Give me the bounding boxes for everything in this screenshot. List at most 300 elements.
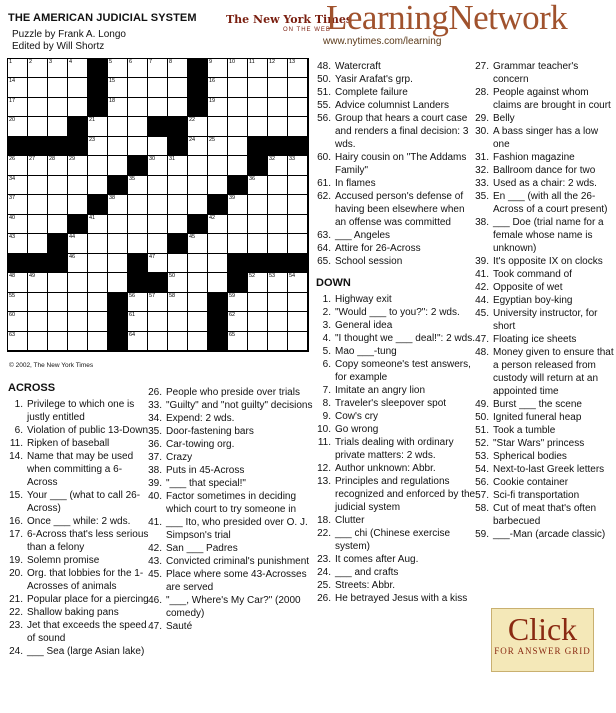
grid-cell[interactable] xyxy=(288,332,308,351)
clue-number: 23. xyxy=(9,620,23,631)
grid-black-square xyxy=(8,254,28,273)
grid-cell[interactable] xyxy=(268,332,288,351)
grid-cell[interactable] xyxy=(228,59,248,78)
grid-cell[interactable] xyxy=(228,117,248,137)
grid-cell[interactable] xyxy=(88,254,108,273)
grid-cell[interactable] xyxy=(108,195,128,215)
grid-cell[interactable] xyxy=(248,273,268,293)
clue-text: "Guilty" and "not guilty" decisions xyxy=(166,400,313,411)
grid-cell[interactable] xyxy=(288,273,308,293)
clue-text: ___ chi (Chinese exercise system) xyxy=(335,528,451,552)
grid-cell-number: 31 xyxy=(169,156,176,162)
grid-cell[interactable] xyxy=(268,117,288,137)
clue-text: Shallow baking pans xyxy=(27,607,119,618)
grid-cell[interactable] xyxy=(268,215,288,234)
grid-cell[interactable] xyxy=(148,98,168,117)
grid-cell[interactable] xyxy=(268,195,288,215)
grid-cell-number: 33 xyxy=(289,156,296,162)
grid-cell[interactable] xyxy=(188,254,208,273)
clue-text: "Star Wars" princess xyxy=(493,438,585,449)
grid-cell[interactable] xyxy=(188,273,208,293)
grid-cell[interactable] xyxy=(128,332,148,351)
grid-cell[interactable] xyxy=(248,293,268,312)
grid-black-square xyxy=(68,137,88,156)
grid-cell[interactable] xyxy=(188,137,208,156)
grid-cell[interactable] xyxy=(48,78,68,98)
grid-cell[interactable] xyxy=(288,293,308,312)
clue-text: Cow's cry xyxy=(335,411,379,422)
grid-cell[interactable] xyxy=(288,195,308,215)
grid-cell[interactable] xyxy=(148,59,168,78)
grid-cell[interactable] xyxy=(128,78,148,98)
grid-cell[interactable] xyxy=(108,254,128,273)
clue-number: 19. xyxy=(9,555,23,566)
grid-cell[interactable] xyxy=(188,117,208,137)
grid-cell[interactable] xyxy=(268,59,288,78)
clue-item xyxy=(474,294,614,307)
clue-item xyxy=(147,568,317,594)
grid-cell[interactable] xyxy=(28,156,48,176)
grid-cell[interactable] xyxy=(148,176,168,195)
clue-number: 3. xyxy=(322,320,331,331)
grid-cell[interactable] xyxy=(68,78,88,98)
grid-cell[interactable] xyxy=(228,156,248,176)
grid-cell-number: 48 xyxy=(9,273,16,279)
grid-cell[interactable] xyxy=(228,195,248,215)
grid-cell[interactable] xyxy=(48,176,68,195)
clue-text: Copy someone's test answers, for example xyxy=(335,359,471,383)
clue-text: Author unknown: Abbr. xyxy=(335,463,436,474)
grid-cell[interactable] xyxy=(168,312,188,332)
grid-cell-number: 21 xyxy=(89,117,96,123)
grid-cell[interactable] xyxy=(208,156,228,176)
clue-number: 38. xyxy=(148,465,162,476)
clue-text: Sci-fi transportation xyxy=(493,490,580,501)
grid-cell[interactable] xyxy=(8,176,28,195)
grid-cell[interactable] xyxy=(168,332,188,351)
clue-number: 13. xyxy=(317,476,331,487)
grid-cell[interactable] xyxy=(288,234,308,254)
grid-cell[interactable] xyxy=(68,332,88,351)
grid-cell-number: 24 xyxy=(189,137,196,143)
grid-cell[interactable] xyxy=(128,234,148,254)
grid-cell[interactable] xyxy=(128,215,148,234)
grid-cell[interactable] xyxy=(288,78,308,98)
grid-cell[interactable] xyxy=(48,156,68,176)
clue-item xyxy=(316,177,476,190)
grid-cell[interactable] xyxy=(228,137,248,156)
clue-text: Popular place for a piercing xyxy=(27,594,149,605)
clue-item xyxy=(8,554,149,567)
grid-cell[interactable] xyxy=(268,293,288,312)
grid-cell[interactable] xyxy=(168,215,188,234)
site-url[interactable]: www.nytimes.com/learning xyxy=(323,36,442,47)
grid-cell[interactable] xyxy=(268,312,288,332)
grid-cell[interactable] xyxy=(128,195,148,215)
clue-item xyxy=(316,190,476,229)
grid-cell[interactable] xyxy=(248,195,268,215)
grid-cell[interactable] xyxy=(188,293,208,312)
grid-cell-number: 13 xyxy=(289,59,296,65)
grid-cell[interactable] xyxy=(88,215,108,234)
clue-text: Accused person's defense of having been elsewhere when an offense was committed xyxy=(335,191,465,228)
clue-number: 39. xyxy=(148,478,162,489)
clue-number: 14. xyxy=(9,451,23,462)
grid-cell[interactable] xyxy=(108,78,128,98)
clue-item xyxy=(474,125,614,151)
grid-cell[interactable] xyxy=(8,234,28,254)
grid-black-square xyxy=(228,176,248,195)
grid-cell[interactable] xyxy=(68,156,88,176)
grid-cell[interactable] xyxy=(208,215,228,234)
clue-number: 58. xyxy=(475,503,489,514)
grid-cell[interactable] xyxy=(48,59,68,78)
grid-cell[interactable] xyxy=(248,176,268,195)
grid-cell[interactable] xyxy=(128,137,148,156)
grid-cell[interactable] xyxy=(248,98,268,117)
grid-cell[interactable] xyxy=(288,98,308,117)
grid-cell[interactable] xyxy=(28,117,48,137)
clue-item xyxy=(474,190,614,216)
clue-text: Opposite of wet xyxy=(493,282,563,293)
grid-black-square xyxy=(228,273,248,293)
grid-cell[interactable] xyxy=(168,254,188,273)
grid-cell[interactable] xyxy=(8,78,28,98)
grid-cell[interactable] xyxy=(8,273,28,293)
grid-cell[interactable] xyxy=(108,234,128,254)
grid-cell[interactable] xyxy=(68,176,88,195)
grid-cell[interactable] xyxy=(88,332,108,351)
grid-cell[interactable] xyxy=(288,176,308,195)
clue-item xyxy=(474,489,614,502)
clue-text: Violation of public 13-Down xyxy=(27,425,149,436)
grid-cell[interactable] xyxy=(268,98,288,117)
clue-number: 50. xyxy=(317,74,331,85)
clue-item xyxy=(147,438,317,451)
grid-cell[interactable] xyxy=(248,312,268,332)
grid-cell[interactable] xyxy=(8,117,28,137)
grid-cell[interactable] xyxy=(108,273,128,293)
grid-black-square xyxy=(288,137,308,156)
grid-cell-number: 42 xyxy=(209,215,216,221)
clue-text: Took command of xyxy=(493,269,572,280)
clue-item xyxy=(474,216,614,255)
grid-black-square xyxy=(168,234,188,254)
grid-cell[interactable] xyxy=(28,312,48,332)
grid-cell[interactable] xyxy=(48,312,68,332)
grid-cell[interactable] xyxy=(268,234,288,254)
grid-cell[interactable] xyxy=(168,195,188,215)
grid-cell[interactable] xyxy=(148,332,168,351)
nyt-logo[interactable]: The New York Times xyxy=(226,13,353,26)
grid-cell[interactable] xyxy=(128,98,148,117)
clue-item xyxy=(316,410,476,423)
grid-cell-number: 18 xyxy=(109,98,116,104)
clue-number: 46. xyxy=(148,595,162,606)
grid-cell[interactable] xyxy=(108,98,128,117)
grid-cell-number: 29 xyxy=(69,156,76,162)
grid-cell[interactable] xyxy=(208,176,228,195)
grid-cell[interactable] xyxy=(148,293,168,312)
grid-cell[interactable] xyxy=(168,78,188,98)
clue-text: Mao ___-tung xyxy=(335,346,397,357)
grid-cell[interactable] xyxy=(228,215,248,234)
grid-cell[interactable] xyxy=(48,273,68,293)
grid-cell[interactable] xyxy=(208,234,228,254)
clue-item xyxy=(147,516,317,542)
grid-cell[interactable] xyxy=(168,59,188,78)
grid-cell[interactable] xyxy=(28,176,48,195)
grid-cell[interactable] xyxy=(108,117,128,137)
grid-cell[interactable] xyxy=(228,98,248,117)
grid-cell[interactable] xyxy=(8,59,28,78)
across-clues-col3 xyxy=(316,60,476,605)
grid-cell[interactable] xyxy=(248,215,268,234)
grid-black-square xyxy=(8,137,28,156)
grid-cell[interactable] xyxy=(88,176,108,195)
clue-number: 38. xyxy=(475,217,489,228)
grid-cell[interactable] xyxy=(248,117,268,137)
clue-text: In flames xyxy=(335,178,376,189)
grid-cell[interactable] xyxy=(168,156,188,176)
grid-cell[interactable] xyxy=(248,78,268,98)
clue-text: "Would ___ to you?": 2 wds. xyxy=(335,307,460,318)
grid-cell[interactable] xyxy=(108,215,128,234)
grid-cell[interactable] xyxy=(68,195,88,215)
grid-cell-number: 4 xyxy=(69,59,73,65)
clue-number: 43. xyxy=(148,556,162,567)
grid-cell[interactable] xyxy=(148,78,168,98)
clue-text: "___, Where's My Car?" (2000 comedy) xyxy=(166,595,301,619)
clue-text: Ripken of baseball xyxy=(27,438,110,449)
grid-cell[interactable] xyxy=(188,176,208,195)
grid-cell[interactable] xyxy=(268,273,288,293)
grid-cell[interactable] xyxy=(208,59,228,78)
grid-cell[interactable] xyxy=(8,156,28,176)
grid-cell[interactable] xyxy=(28,78,48,98)
grid-cell[interactable] xyxy=(68,273,88,293)
grid-cell[interactable] xyxy=(148,312,168,332)
grid-cell[interactable] xyxy=(188,332,208,351)
clue-number: 61. xyxy=(317,178,331,189)
clue-item xyxy=(316,293,476,306)
clue-text: Next-to-last Greek letters xyxy=(493,464,605,475)
grid-cell[interactable] xyxy=(88,156,108,176)
grid-cell[interactable] xyxy=(248,332,268,351)
grid-cell[interactable] xyxy=(48,117,68,137)
clue-number: 24. xyxy=(9,646,23,657)
grid-cell[interactable] xyxy=(8,332,28,351)
clue-text: Grammar teacher's concern xyxy=(493,61,579,85)
grid-cell-number: 35 xyxy=(129,176,136,182)
grid-cell[interactable] xyxy=(228,293,248,312)
grid-cell[interactable] xyxy=(168,98,188,117)
grid-cell[interactable] xyxy=(108,156,128,176)
grid-cell[interactable] xyxy=(208,137,228,156)
clue-item xyxy=(316,462,476,475)
grid-cell[interactable] xyxy=(88,234,108,254)
clue-item xyxy=(474,60,614,86)
clue-text: Clutter xyxy=(335,515,365,526)
grid-cell[interactable] xyxy=(228,312,248,332)
grid-cell[interactable] xyxy=(8,312,28,332)
grid-cell[interactable] xyxy=(208,98,228,117)
clue-item xyxy=(8,515,149,528)
clue-number: 51. xyxy=(475,425,489,436)
grid-black-square xyxy=(28,137,48,156)
grid-cell[interactable] xyxy=(208,78,228,98)
grid-cell[interactable] xyxy=(28,215,48,234)
grid-cell[interactable] xyxy=(48,332,68,351)
grid-black-square xyxy=(28,254,48,273)
grid-cell[interactable] xyxy=(88,293,108,312)
grid-black-square xyxy=(228,254,248,273)
grid-cell-number: 55 xyxy=(9,293,16,299)
grid-cell[interactable] xyxy=(8,195,28,215)
clue-text: Watercraft xyxy=(335,61,381,72)
grid-cell[interactable] xyxy=(228,234,248,254)
grid-black-square xyxy=(268,254,288,273)
grid-cell[interactable] xyxy=(128,312,148,332)
grid-black-square xyxy=(88,195,108,215)
learning-network-logo[interactable]: LearningNetwork xyxy=(326,0,568,37)
grid-cell[interactable] xyxy=(188,156,208,176)
clue-text: People who preside over trials xyxy=(166,387,300,398)
clue-item xyxy=(316,229,476,242)
grid-cell[interactable] xyxy=(48,195,68,215)
grid-cell[interactable] xyxy=(208,254,228,273)
grid-cell[interactable] xyxy=(288,59,308,78)
grid-cell-number: 14 xyxy=(9,78,16,84)
grid-cell-number: 52 xyxy=(249,273,256,279)
grid-cell-number: 53 xyxy=(269,273,276,279)
grid-cell[interactable] xyxy=(248,59,268,78)
clue-item xyxy=(147,451,317,464)
grid-cell[interactable] xyxy=(208,273,228,293)
grid-cell[interactable] xyxy=(68,254,88,273)
grid-cell[interactable] xyxy=(188,195,208,215)
clue-text: Your ___ (what to call 26-Across) xyxy=(27,490,141,514)
grid-cell[interactable] xyxy=(148,156,168,176)
grid-cell-number: 25 xyxy=(209,137,216,143)
grid-cell[interactable] xyxy=(268,78,288,98)
grid-cell[interactable] xyxy=(288,156,308,176)
grid-black-square xyxy=(88,98,108,117)
grid-cell[interactable] xyxy=(28,59,48,78)
clue-item xyxy=(474,528,614,541)
clue-item xyxy=(316,358,476,384)
grid-cell[interactable] xyxy=(28,273,48,293)
grid-cell[interactable] xyxy=(88,312,108,332)
grid-cell[interactable] xyxy=(88,137,108,156)
grid-cell[interactable] xyxy=(8,215,28,234)
grid-cell[interactable] xyxy=(148,195,168,215)
grid-cell-number: 61 xyxy=(129,312,136,318)
grid-cell-number: 49 xyxy=(29,273,36,279)
grid-cell[interactable] xyxy=(188,234,208,254)
grid-cell[interactable] xyxy=(208,117,228,137)
clue-text: Burst ___ the scene xyxy=(493,399,582,410)
grid-cell-number: 6 xyxy=(129,59,133,65)
grid-cell[interactable] xyxy=(148,234,168,254)
grid-cell-number: 26 xyxy=(9,156,16,162)
grid-cell[interactable] xyxy=(48,215,68,234)
clue-item xyxy=(147,386,317,399)
clue-item xyxy=(147,412,317,425)
grid-cell[interactable] xyxy=(248,234,268,254)
grid-black-square xyxy=(248,137,268,156)
clue-number: 26. xyxy=(317,593,331,604)
grid-cell-number: 65 xyxy=(229,332,236,338)
clue-item xyxy=(316,332,476,345)
grid-cell[interactable] xyxy=(28,234,48,254)
grid-cell[interactable] xyxy=(268,156,288,176)
clue-item xyxy=(316,397,476,410)
clue-number: 45. xyxy=(475,308,489,319)
grid-cell[interactable] xyxy=(148,137,168,156)
grid-cell[interactable] xyxy=(128,293,148,312)
clue-text: "___ that special!" xyxy=(166,478,246,489)
clue-text: Ballroom dance for two xyxy=(493,165,596,176)
grid-cell[interactable] xyxy=(168,293,188,312)
clue-item xyxy=(316,514,476,527)
grid-cell[interactable] xyxy=(288,215,308,234)
grid-cell[interactable] xyxy=(128,176,148,195)
grid-cell[interactable] xyxy=(168,176,188,195)
grid-cell-number: 57 xyxy=(149,293,156,299)
grid-black-square xyxy=(48,234,68,254)
grid-cell[interactable] xyxy=(28,195,48,215)
grid-cell[interactable] xyxy=(8,98,28,117)
grid-black-square xyxy=(268,137,288,156)
grid-cell[interactable] xyxy=(88,117,108,137)
grid-cell[interactable] xyxy=(88,273,108,293)
grid-cell[interactable] xyxy=(148,215,168,234)
grid-cell[interactable] xyxy=(68,98,88,117)
clue-number: 55. xyxy=(317,100,331,111)
clue-text: Solemn promise xyxy=(27,555,100,566)
grid-cell[interactable] xyxy=(28,332,48,351)
grid-cell[interactable] xyxy=(228,78,248,98)
grid-cell[interactable] xyxy=(148,254,168,273)
grid-cell[interactable] xyxy=(68,59,88,78)
grid-cell[interactable] xyxy=(28,293,48,312)
clue-number: 15. xyxy=(9,490,23,501)
grid-cell[interactable] xyxy=(68,293,88,312)
grid-cell[interactable] xyxy=(28,98,48,117)
clue-text: Convicted criminal's punishment xyxy=(166,556,310,567)
grid-cell[interactable] xyxy=(68,234,88,254)
grid-cell[interactable] xyxy=(268,176,288,195)
clue-text: Privilege to which one is justly entitled xyxy=(27,399,135,423)
grid-cell[interactable] xyxy=(288,117,308,137)
clue-number: 59. xyxy=(475,529,489,540)
grid-cell[interactable] xyxy=(68,312,88,332)
clue-number: 51. xyxy=(317,87,331,98)
grid-cell[interactable] xyxy=(128,117,148,137)
grid-cell[interactable] xyxy=(288,312,308,332)
answer-grid-button[interactable] xyxy=(491,608,594,672)
grid-cell[interactable] xyxy=(188,312,208,332)
grid-cell[interactable] xyxy=(108,59,128,78)
grid-cell[interactable] xyxy=(168,273,188,293)
grid-cell[interactable] xyxy=(48,98,68,117)
grid-cell[interactable] xyxy=(8,293,28,312)
grid-cell[interactable] xyxy=(48,293,68,312)
grid-cell[interactable] xyxy=(228,332,248,351)
grid-cell[interactable] xyxy=(128,59,148,78)
grid-cell[interactable] xyxy=(108,137,128,156)
